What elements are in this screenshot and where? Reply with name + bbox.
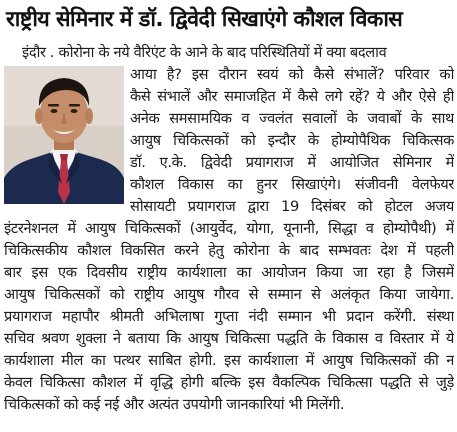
body-line: आया है? इस दौरान स्वयं को कैसे संभालें? परिवार को [130,66,454,83]
body-line: आयुष चिकित्सकों को इन्दौर के होम्योपैथिक चिकित्सक [130,132,454,149]
body-line: इंटरनेशनल में आयुष चिकित्सकों (आयुर्वेद, योगा, यूनानी, सिद्धा व होम्योपैथी) में [4,220,454,237]
body-line: केवल चिकित्सा कौशल में वृद्धि होगी बल्कि इस वैकल्पिक चिकित्सा पद्धति से जुड़े [4,374,454,391]
body-line: बार इस एक दिवसीय राष्ट्रीय कार्यशाला का आयोजन किया जा रहा है जिसमें [4,264,454,281]
body-line: इंदौर . कोरोना के नये वैरिएंट के आने के बाद परिस्थितियों में क्या बदलाव [22,44,387,61]
man-portrait-icon [4,66,124,204]
body-line: कार्यशाला मील का पत्थर साबित होगी. इस कार्यशाला में आयुष चिकित्सकों की न [4,352,454,369]
body-line: चिकित्सकों को कई नई और अत्यंत उपयोगी जानकारियां भी मिलेंगी. [4,396,345,413]
body-line: आयुष चिकित्सकों को राष्ट्रीय आयुष गौरव से सम्मान से अलंकृत किया जायेगा. [4,286,454,303]
body-line: डॉ. ए.के. द्विवेदी प्रयागराज में आयोजित सेमिनार में [130,154,454,171]
photo [4,66,124,204]
body-line: प्रयागराज महापौर श्रीमती अभिलाषा गुप्ता नंदी सम्मान भी प्रदान करेंगी. संस्था [4,308,454,325]
body-line: कैसे संभालें और समाजहित में कैसे लगे रहें? ये और ऐसे ही [130,88,454,105]
body-line: कौशल विकास का हुनर सिखाएंगे। संजीवनी वेलफेयर [130,176,454,193]
body-line: अनेक समसामयिक व ज्वलंत सवालों के जवाबों के साथ [130,110,454,127]
body-line: चिकित्सकीय कौशल विकसित करने हेतु कोरोना के बाद सम्भवतः देश में पहली [4,242,454,259]
headline: राष्ट्रीय सेमिनार में डॉ. द्विवेदी सिखाएंगे कौशल विकास [6,7,403,32]
body-line: सोसायटी प्रयागराज द्वारा 19 दिसंबर को होटल अजय [130,198,454,215]
body-line: सचिव श्रवण शुक्ला ने बताया कि आयुष चिकित्सा पद्धति के विकास व विस्तार में ये [4,330,454,347]
